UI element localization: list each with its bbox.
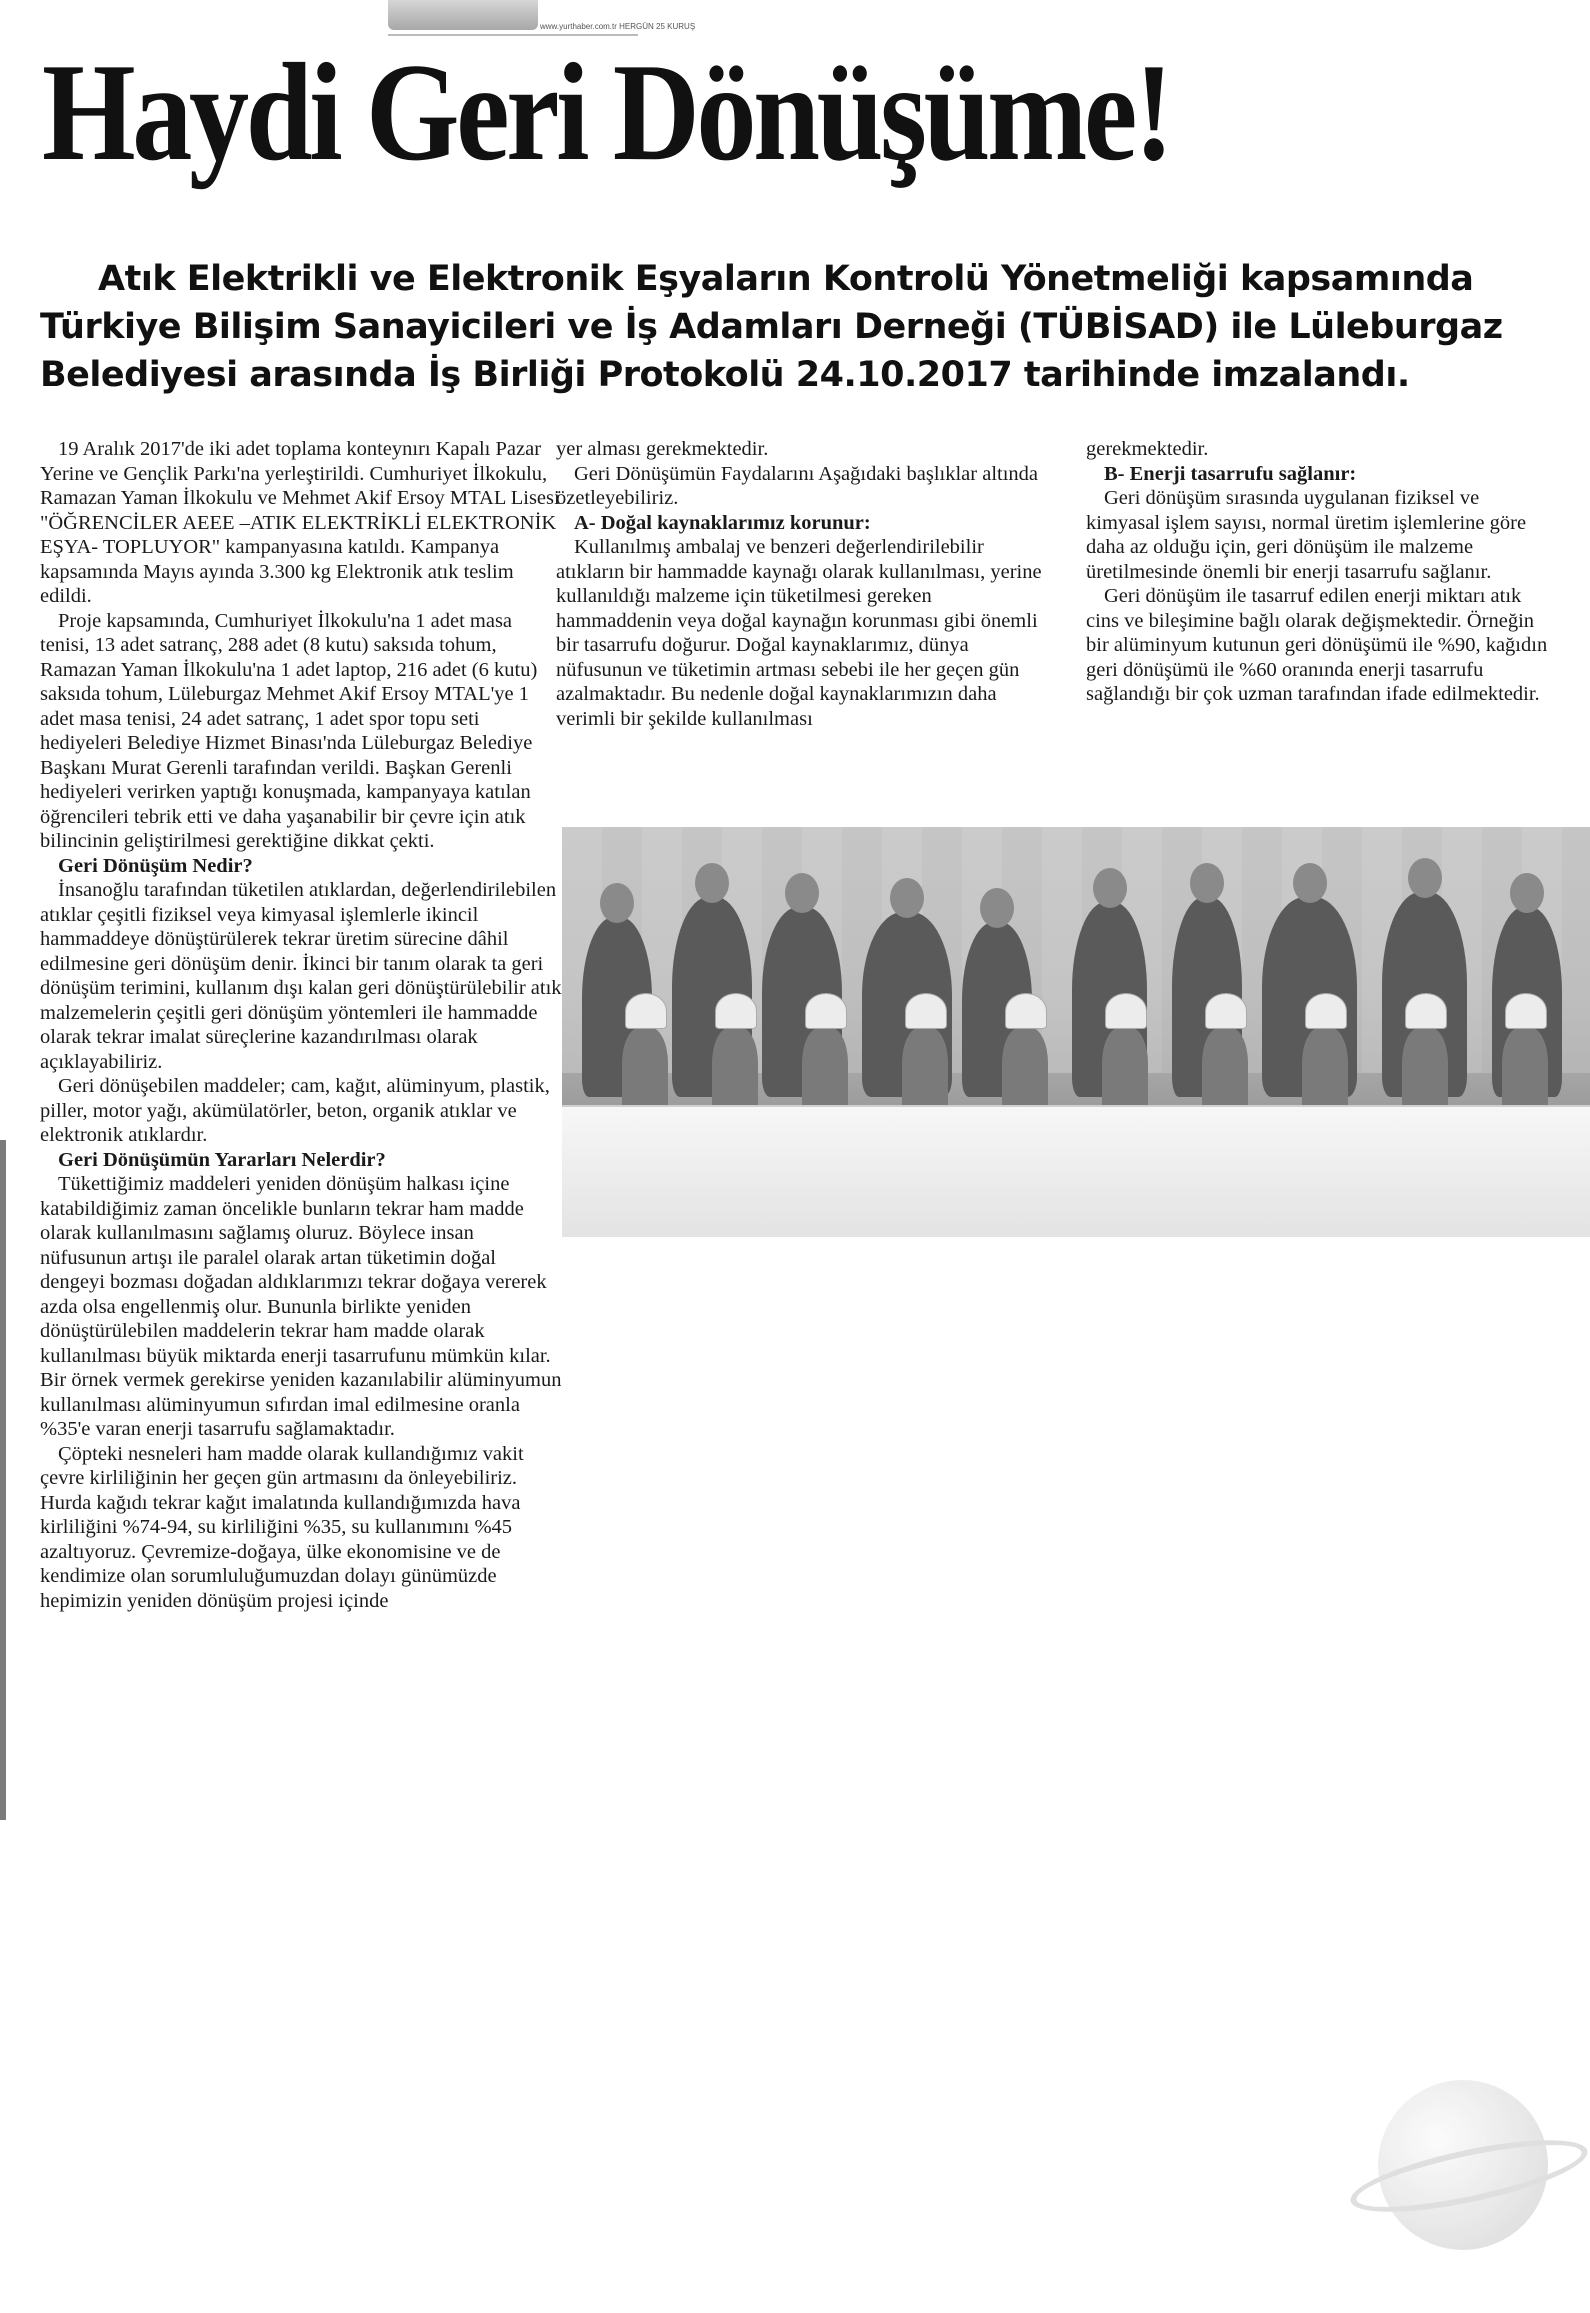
subheading: B- Enerji tasarrufu sağlanır: — [1104, 462, 1357, 485]
globe-watermark — [1378, 2080, 1548, 2250]
masthead-logo — [388, 0, 538, 30]
group-photo — [562, 827, 1590, 1237]
subheading: A- Doğal kaynaklarımız korunur: — [574, 511, 871, 534]
deck — [40, 255, 1560, 399]
photo-child — [902, 1027, 948, 1117]
paragraph: Çöpteki nesneleri ham madde olarak kullandığımız vakit çevre kirliliğinin her geçen gün artmasını da önleyebiliriz. Hurda kağıdı tekrar kağıt imalatında kullandığımızda hava kirliliğini %74-94, su kirliliğini %35, su kullanımını %45 azaltıyoruz. Çevremize-doğaya, ülke ekonomisine ve de kendimize olan sorumluluğumuzdan dolayı günümüzde hepimizin yeniden dönüşüm projesi içinde — [40, 1442, 524, 1612]
photo-child — [1102, 1027, 1148, 1117]
paragraph: 19 Aralık 2017'de iki adet toplama konteynırı Kapalı Pazar Yerine ve Gençlik Parkı'na yerleştirildi. Cumhuriyet İlkokulu, Ramazan Yaman İlkokulu ve Mehmet Akif Ersoy MTAL Lisesi "ÖĞRENCİLER AEEE –ATIK ELEKTRİKLİ ELEKTRONİK EŞYA- TOPLUYOR" kampanyasına katıldı. Kampanya kapsamında Mayıs ayında 3.300 kg Elektronik atık teslim edildi. — [40, 438, 560, 607]
paragraph: Geri Dönüşümün Faydalarını Aşağıdaki başlıklar altında özetleyebiliriz. — [556, 462, 1039, 509]
edge-bar — [0, 1140, 6, 1820]
photo-child — [1202, 1027, 1248, 1117]
paragraph: İnsanoğlu tarafından tüketilen atıklardan, değerlendirilebilen atıklar çeşitli fiziksel veya kimyasal işlemlerle ikincil hammaddeye dönüştürülerek tekrar üretim sürecine dâhil edilmesine geri dönüşüm denir. İkinci bir tanım olarak ta geri dönüşüm terimini, kullanım dışı kalan geri dönüştürülebilir atık malzemelerin çeşitli geri dönüşüm yöntemleri ile hammadde olarak tekrar imalat süreçlerine kazandırılması olarak açıklayabiliriz. — [40, 879, 562, 1073]
masthead-strip — [388, 0, 696, 36]
column-3 — [1086, 437, 1556, 707]
column-1 — [40, 437, 562, 1613]
photo-child — [1302, 1027, 1348, 1117]
photo-child — [712, 1027, 758, 1117]
paragraph: Geri dönüşüm sırasında uygulanan fiziksel ve kimyasal işlem sayısı, normal üretim işlemlerine göre daha az olduğu için, geri dönüşüm ile malzeme üretilmesinde önemli bir enerji tasarrufu sağlanır. — [1086, 487, 1527, 583]
paragraph: Kullanılmış ambalaj ve benzeri değerlendirilebilir atıkların bir hammadde kaynağı olarak kullanılması, yerine kullanıldığı malzeme için tüketilmesi gereken hammaddenin veya doğal kaynağın korunması gibi önemli bir tasarrufu doğurur. Doğal kaynaklarımız, dünya nüfusunun ve tüketimin artması sebebi ile her geçen gün azalmaktadır. Bu nedenle doğal kaynaklarımızın daha verimli bir şekilde kullanılması — [556, 536, 1042, 730]
photo-child — [1402, 1027, 1448, 1117]
paragraph: Tükettiğimiz maddeleri yeniden dönüşüm halkası içine katabildiğimiz zaman öncelikle bunların tekrar ham madde olarak kullanılmasını sağlamış oluruz. Böylece insan nüfusunun artışı ile paralel olarak artan tüketimin doğal dengeyi bozması doğadan aldıklarımızı tekrar doğaya vererek azda olsa engellenmiş olur. Bununla birlikte yeniden dönüştürülebilen maddelerin tekrar ham madde olarak kullanılması büyük miktarda enerji tasarrufunu mümkün kılar. Bir örnek vermek gerekirse yeniden kazanılabilir alüminyumun kullanılması alüminyumun sıfırdan imal edilmesine oranla %35'e varan enerji tasarrufu sağlamaktadır. — [40, 1173, 562, 1440]
photo-child — [622, 1027, 668, 1117]
deck-line-2: Türkiye Bilişim Sanayicileri ve İş Adamları Derneği (TÜBİSAD) ile Lüleburgaz — [40, 307, 1503, 347]
photo-child — [1002, 1027, 1048, 1117]
masthead-text: www.yurthaber.com.tr HERGÜN 25 KURUŞ — [540, 22, 696, 31]
photo-table — [562, 1105, 1590, 1237]
headline: Haydi Geri Dönüşüme! — [42, 35, 1171, 190]
paragraph: Geri dönüşebilen maddeler; cam, kağıt, alüminyum, plastik, piller, motor yağı, akümülatörler, beton, organik atıklar ve elektronik atıklardır. — [40, 1075, 550, 1146]
photo-child — [802, 1027, 848, 1117]
photo-child — [1502, 1027, 1548, 1117]
subheading: Geri Dönüşümün Yararları Nelerdir? — [58, 1148, 386, 1171]
column-2 — [556, 437, 1044, 731]
deck-line-3: Belediyesi arasında İş Birliği Protokolü 24.10.2017 tarihinde imzalandı. — [40, 355, 1410, 395]
paragraph: Proje kapsamında, Cumhuriyet İlkokulu'na 1 adet masa tenisi, 13 adet satranç, 288 adet (8 kutu) saksıda tohum, Ramazan Yaman İlkokulu'na 1 adet laptop, 216 adet (6 kutu) saksıda tohum, Lüleburgaz Mehmet Akif Ersoy MTAL'ye 1 adet masa tenisi, 24 adet satranç, 1 adet spor topu seti hediyeleri Belediye Hizmet Binası'nda Lüleburgaz Belediye Başkanı Murat Gerenli tarafından verildi. Başkan Gerenli hediyeleri verirken yaptığı konuşmada, kampanyaya katılan öğrencileri tebrik etti ve daha yaşanabilir bir çevre için atık bilincinin geliştirilmesi gerektiğine dikkat çekti. — [40, 609, 538, 852]
paragraph: yer alması gerekmektedir. — [556, 438, 769, 460]
paragraph: Geri dönüşüm ile tasarruf edilen enerji miktarı atık cins ve bileşimine bağlı olarak değişmektedir. Örneğin bir alüminyum kutunun geri dönüşümü ile %90, kağıdın geri dönüşümü ile %60 oranında enerji tasarrufu sağlandığı bir çok uzman tarafından ifade edilmektedir. — [1086, 585, 1548, 705]
deck-line-1: Atık Elektrikli ve Elektronik Eşyaların Kontrolü Yönetmeliği kapsamında — [98, 259, 1474, 299]
paragraph: gerekmektedir. — [1086, 438, 1209, 460]
subheading: Geri Dönüşüm Nedir? — [58, 854, 253, 877]
